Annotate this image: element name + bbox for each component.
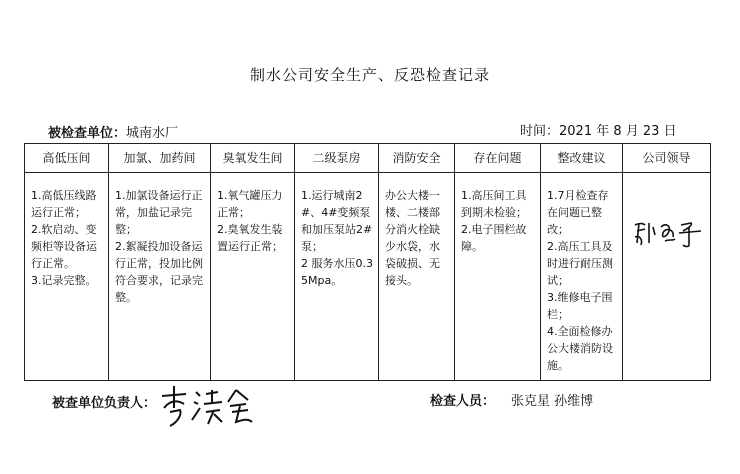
inspected-unit (48, 122, 178, 141)
header-problems: 存在问题 (455, 144, 541, 173)
header-leader: 公司领导 (623, 144, 711, 173)
responsible-label: 被查单位负责人： (52, 396, 157, 411)
cell-line: 1.氧气罐压力正常； (217, 189, 283, 219)
cell-line: 3.维修电子围栏； (547, 291, 613, 321)
responsible-person (52, 392, 156, 411)
inspectors-label: 检查人员： (430, 394, 496, 409)
header-fire-safety: 消防安全 (379, 144, 455, 173)
header-pump-room: 二级泵房 (295, 144, 379, 173)
header-chlorine-dosing: 加氯、加药间 (109, 144, 211, 173)
cell-line: 1.7月检查存在问题已整改； (547, 189, 609, 236)
responsible-signature-icon (156, 382, 266, 432)
cell-line: 1.运行城南2#、4#变频泵和加压泵站2#泵； (301, 189, 373, 253)
cell-line: 2.臭氧发生装置运行正常； (217, 223, 283, 253)
table-header-row (25, 144, 711, 173)
inspectors (430, 390, 593, 409)
cell-problems (455, 173, 541, 381)
cell-pump-room (295, 173, 379, 381)
table-row (25, 173, 711, 381)
responsible-signature (156, 382, 266, 436)
date-value: 2021 年 8 月 23 日 (559, 124, 677, 139)
inspected-unit-label: 被检查单位： (48, 126, 127, 141)
inspection-table (24, 143, 711, 381)
cell-high-low-voltage (25, 173, 109, 381)
cell-suggestions (541, 173, 623, 381)
cell-line: 2.絮凝投加设备运行正常，投加比例符合要求，记录完整。 (115, 240, 203, 304)
cell-line: 1.高压间工具到期未检验； (461, 189, 527, 219)
cell-leader (623, 173, 711, 381)
leader-signature (629, 187, 705, 376)
cell-line: 办公大楼一楼、二楼部分消火栓缺少水袋，水袋破损、无接头。 (385, 189, 440, 287)
cell-chlorine-dosing (109, 173, 211, 381)
inspectors-value: 张克星 孙维博 (511, 394, 594, 409)
inspection-date (520, 120, 677, 139)
cell-line: 1.高低压线路运行正常； (31, 189, 97, 219)
cell-ozone-room (211, 173, 295, 381)
header-suggestions: 整改建议 (541, 144, 623, 173)
cell-line: 1.加氯设备运行正常，加盐记录完整； (115, 189, 203, 236)
date-label: 时间： (520, 124, 560, 139)
header-high-low-voltage: 高低压间 (25, 144, 109, 173)
leader-signature-icon (631, 217, 707, 251)
header-ozone-room: 臭氧发生间 (211, 144, 295, 173)
cell-line: 2.电子围栏故障。 (461, 223, 527, 253)
cell-line: 4.全面检修办公大楼消防设施。 (547, 325, 613, 372)
inspected-unit-value: 城南水厂 (126, 126, 179, 141)
cell-line: 2.软启动、变频柜等设备运行正常。 (31, 223, 97, 270)
cell-line: 2.高压工具及时进行耐压测试； (547, 240, 613, 287)
cell-line: 3.记录完整。 (31, 274, 97, 287)
page-title: 制水公司安全生产、反恐检查记录 (249, 66, 490, 84)
cell-fire-safety (379, 173, 455, 381)
cell-line: 2 服务水压0.35Mpa。 (301, 257, 373, 287)
